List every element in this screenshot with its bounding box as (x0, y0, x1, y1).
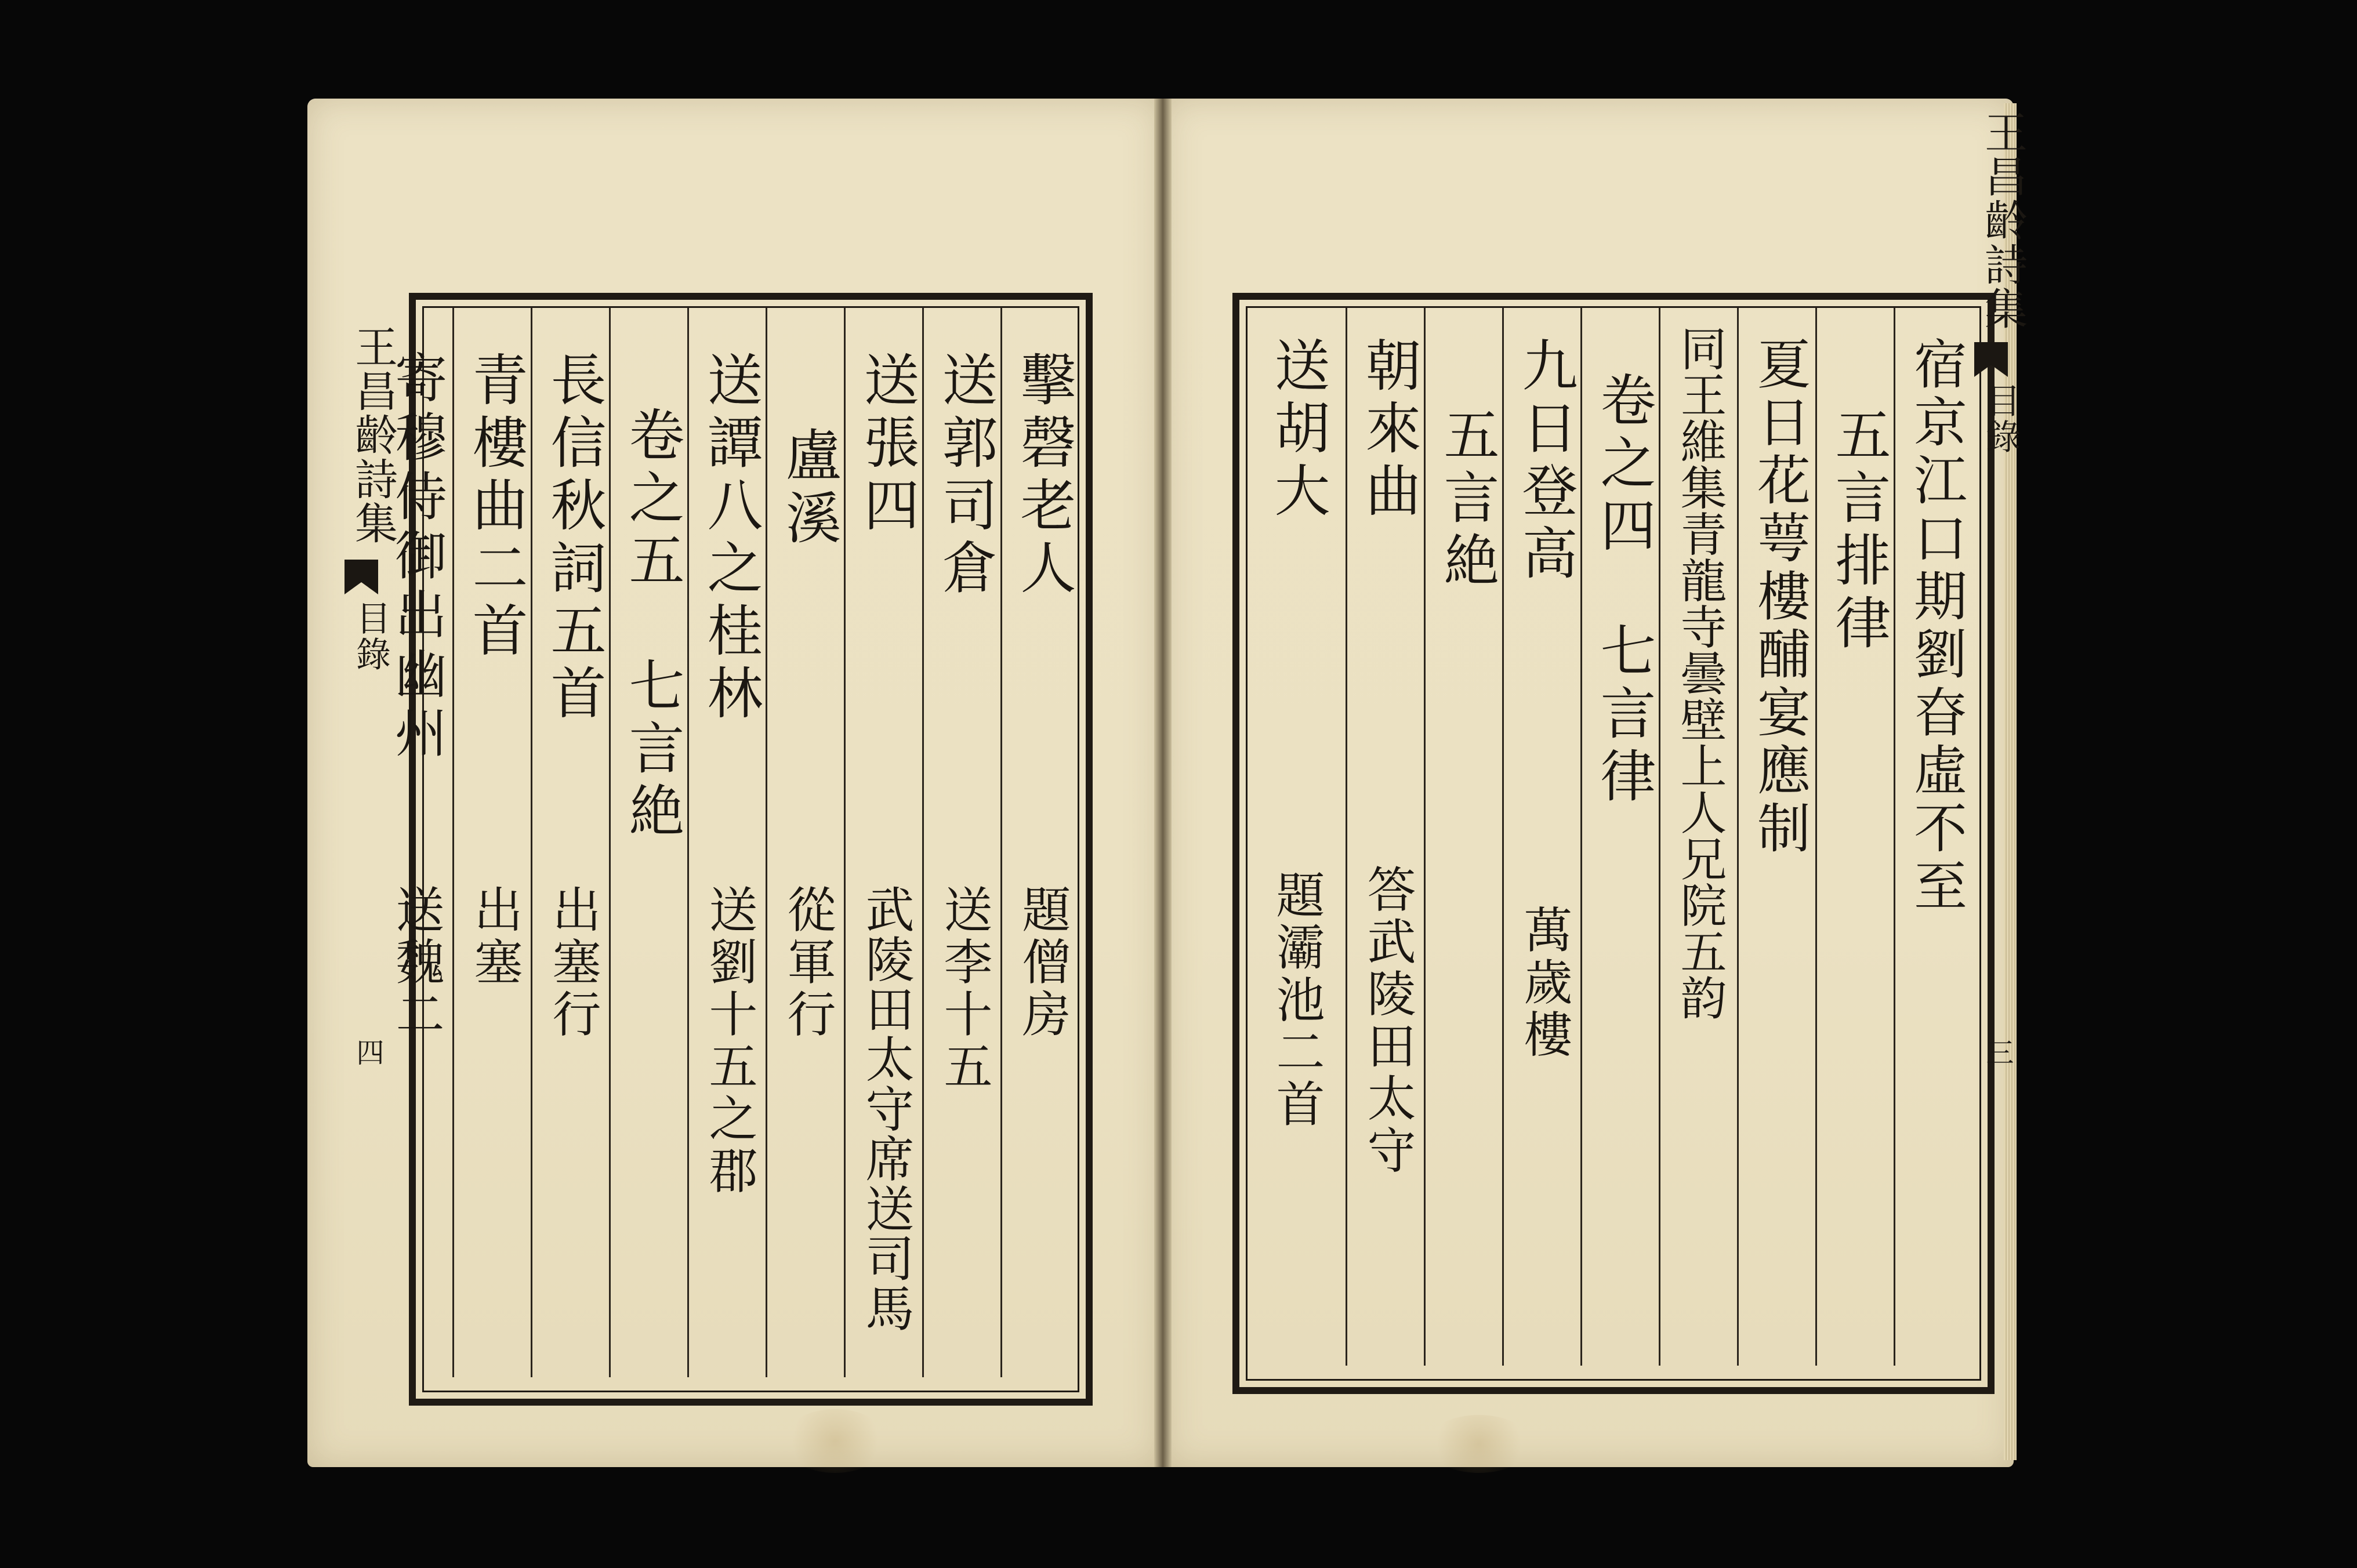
column-rule (1894, 307, 1895, 1366)
toc-entry: 送魏二 (388, 884, 445, 1041)
toc-entry: 青樓曲二首 (463, 351, 528, 664)
column-rule (1000, 307, 1002, 1377)
toc-entry: 萬歲樓 (1516, 905, 1573, 1061)
toc-entry: 答武陵田太守 (1359, 864, 1416, 1177)
section-tag: 目錄 (350, 600, 391, 672)
folio-number: 四 (351, 1038, 384, 1066)
book-gutter (1154, 99, 1172, 1467)
toc-entry: 送譚八之桂林 (698, 351, 763, 727)
toc-entry: 夏日花萼樓酺宴應制 (1749, 336, 1811, 858)
toc-entry: 送劉十五之郡 (701, 884, 758, 1197)
toc-entry: 擊磬老人 (1011, 351, 1076, 601)
column-rule (1502, 307, 1504, 1366)
folio-number: 三 (1981, 1038, 2014, 1066)
toc-entry: 九日登高 (1513, 336, 1578, 587)
form-heading: 五言排律 (1826, 406, 1891, 656)
column-rule (844, 307, 846, 1377)
column-rule (1580, 307, 1582, 1366)
toc-entry: 出塞 (466, 884, 523, 989)
toc-entry: 題僧房 (1014, 884, 1071, 1041)
toc-entry: 同王維集青龍寺曇壁上人兄院五韵 (1673, 325, 1727, 1021)
volume-heading: 卷之五 七言絶 (620, 406, 685, 844)
form-heading: 五言絶 (1435, 406, 1500, 594)
water-stain (783, 1409, 887, 1473)
column-rule (452, 307, 454, 1377)
column-rule (687, 307, 689, 1377)
toc-entry: 從軍行 (779, 884, 836, 1041)
water-stain (1427, 1415, 1531, 1473)
book-title-banner: 王昌齡詩集 (1978, 110, 2028, 331)
volume-heading: 卷之四 七言律 (1591, 371, 1656, 810)
toc-entry: 宿京江口期劉昚虛不至 (1905, 336, 1967, 916)
toc-entry: 題灞池二首 (1268, 870, 1325, 1131)
column-rule (609, 307, 611, 1377)
toc-entry: 武陵田太守席送司馬 (858, 884, 915, 1333)
toc-entry: 盧溪 (777, 426, 842, 551)
column-rule (531, 307, 532, 1377)
toc-entry: 朝來曲 (1357, 336, 1422, 524)
toc-entry: 送胡大 (1265, 336, 1330, 524)
column-rule (1737, 307, 1739, 1366)
toc-entry: 長信秋詞五首 (542, 351, 607, 727)
toc-entry: 送郭司倉 (933, 351, 998, 601)
section-tag: 目錄 (1980, 383, 2021, 455)
book-title-banner: 王昌齡詩集 (348, 325, 398, 545)
column-rule (1659, 307, 1660, 1366)
toc-entry: 寄穆侍御出幽州 (386, 351, 447, 765)
column-rule (1424, 307, 1426, 1366)
toc-entry: 送李十五 (936, 884, 993, 1093)
column-rule (1815, 307, 1817, 1366)
column-rule (1346, 307, 1347, 1366)
column-rule (766, 307, 767, 1377)
column-rule (922, 307, 924, 1377)
toc-entry: 送張四 (855, 351, 920, 539)
toc-entry: 出塞行 (545, 884, 601, 1041)
